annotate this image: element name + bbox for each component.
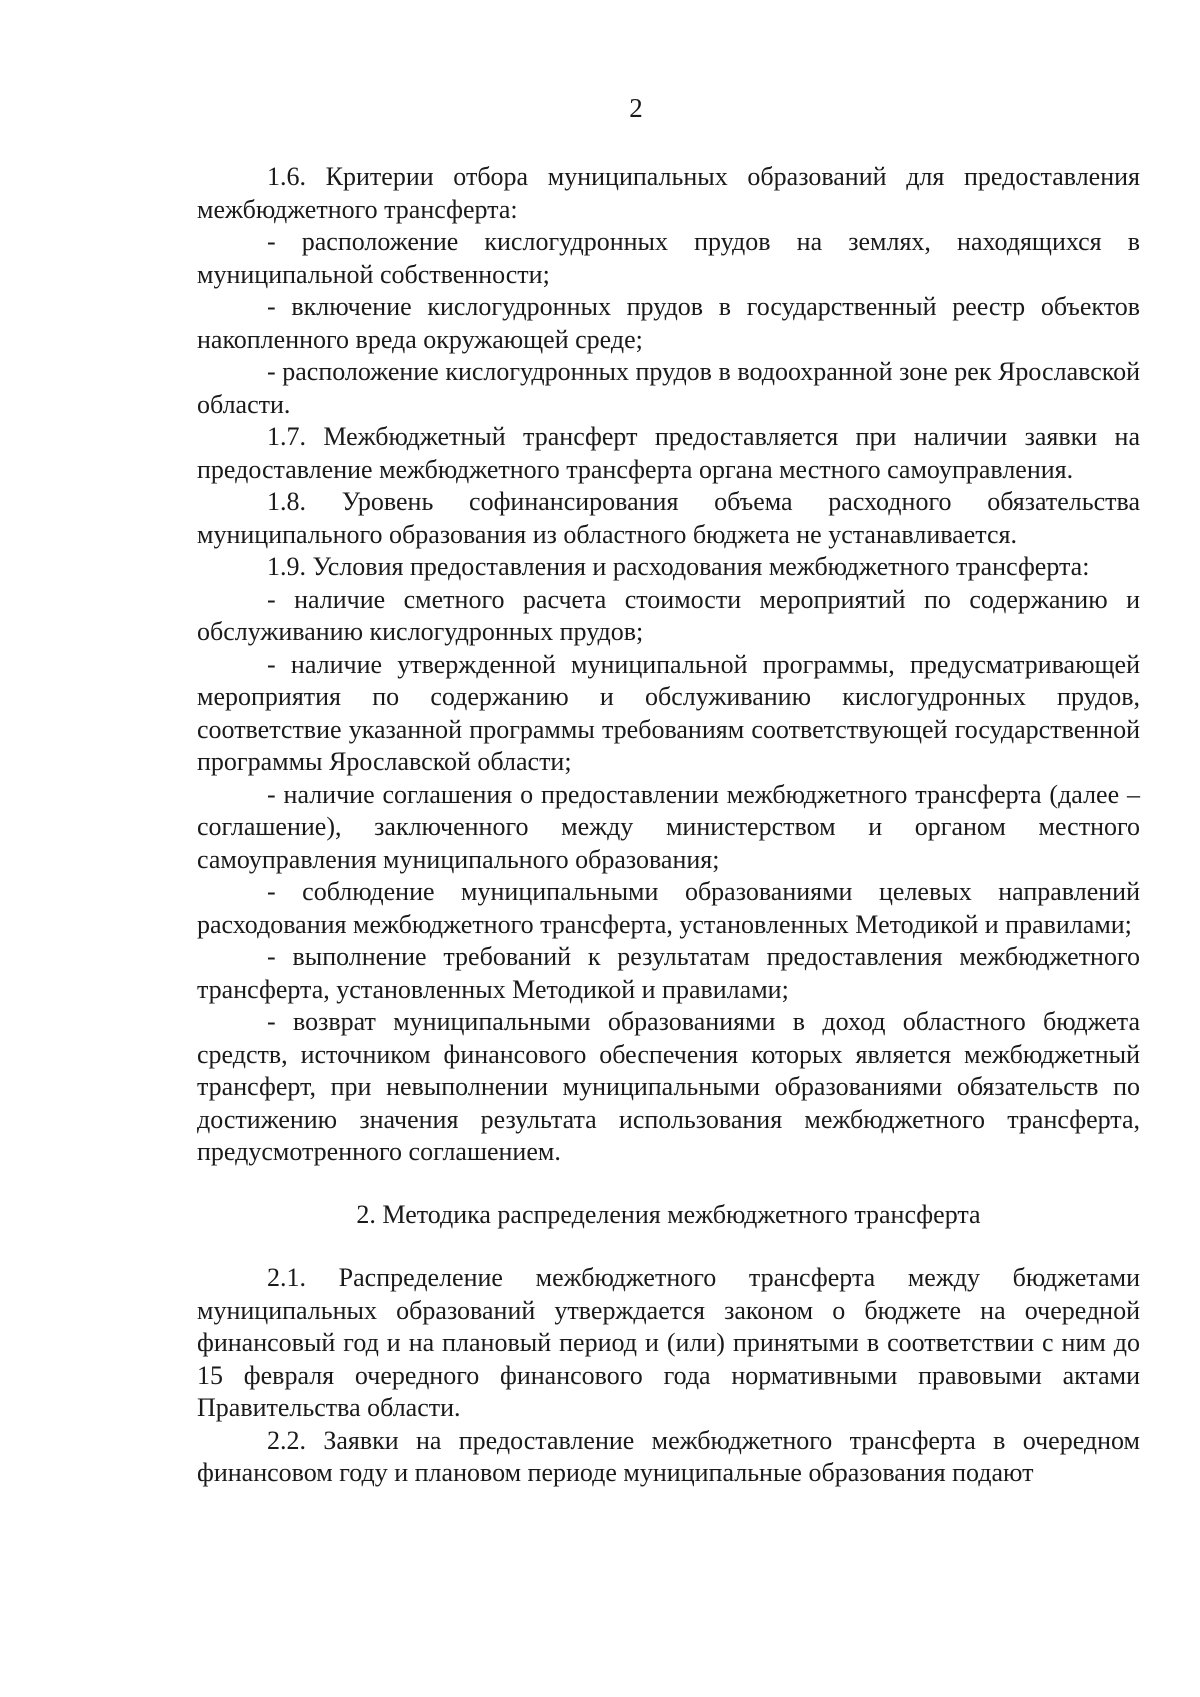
paragraph-1-9-item-2: - наличие утвержденной муниципальной программы, предусматривающей мероприятия по содержанию и обслуживанию кислогудронных прудов, соответствие указанной программы требованиям соответствующей государственной программы Ярославской области; (197, 649, 1140, 776)
paragraph-1-6-item-3: - расположение кислогудронных прудов в водоохранной зоне рек Ярославской области. (197, 357, 1140, 419)
paragraph-1-9-item-4: - соблюдение муниципальными образованиями целевых направлений расходования межбюджетного трансферта, установленных Методикой и правилами; (197, 877, 1140, 939)
paragraph-1-6: 1.6. Критерии отбора муниципальных образований для предоставления межбюджетного трансферта: (197, 162, 1140, 224)
paragraph-1-8: 1.8. Уровень софинансирования объема расходного обязательства муниципального образования из областного бюджета не устанавливается. (197, 487, 1140, 549)
paragraph-2-1: 2.1. Распределение межбюджетного трансферта между бюджетами муниципальных образований утверждается законом о бюджете на очередной финансовый год и на плановый период и (или) принятыми в соответствии с ним до 15 февраля очередного финансового года нормативными правовыми актами Правительства области. (197, 1263, 1140, 1422)
document-body (197, 161, 1140, 1490)
page-number: 2 (629, 93, 643, 123)
paragraph-1-7: 1.7. Межбюджетный трансферт предоставляется при наличии заявки на предоставление межбюджетного трансферта органа местного самоуправления. (197, 422, 1140, 484)
section-2-title: 2. Методика распределения межбюджетного трансферта (356, 1199, 981, 1229)
paragraph-1-9-item-5: - выполнение требований к результатам предоставления межбюджетного трансферта, установленных Методикой и правилами; (197, 942, 1140, 1004)
paragraph-1-6-item-2: - включение кислогудронных прудов в государственный реестр объектов накопленного вреда окружающей среде; (197, 292, 1140, 354)
paragraph-1-6-item-1: - расположение кислогудронных прудов на землях, находящихся в муниципальной собственности; (197, 227, 1140, 289)
paragraph-2-2: 2.2. Заявки на предоставление межбюджетного трансферта в очередном финансовом году и плановом периоде муниципальные образования подают (197, 1425, 1140, 1487)
paragraph-1-9-item-1: - наличие сметного расчета стоимости мероприятий по содержанию и обслуживанию кислогудронных прудов; (197, 584, 1140, 646)
paragraph-1-9-item-3: - наличие соглашения о предоставлении межбюджетного трансферта (далее – соглашение), заключенного между министерством и органом местного самоуправления муниципального образования; (197, 779, 1140, 874)
paragraph-1-9: 1.9. Условия предоставления и расходования межбюджетного трансферта: (267, 552, 1090, 581)
paragraph-1-9-item-6: - возврат муниципальными образованиями в доход областного бюджета средств, источником финансового обеспечения которых является межбюджетный трансферт, при невыполнении муниципальными образованиями обязательств по достижению значения результата использования межбюджетного трансферта, предусмотренного соглашением. (197, 1007, 1140, 1166)
